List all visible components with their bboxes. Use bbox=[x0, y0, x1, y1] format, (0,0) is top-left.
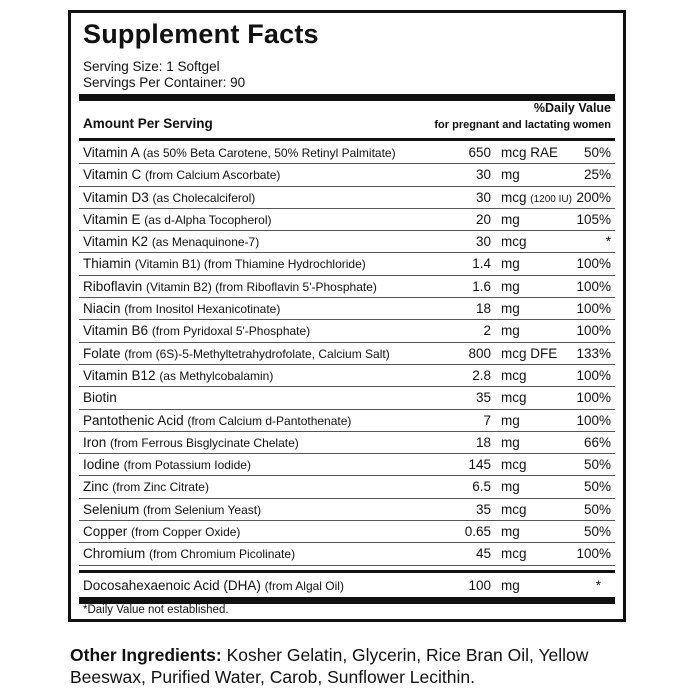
nutrient-name: Vitamin D3 (as Cholecalciferol) bbox=[83, 189, 256, 205]
nutrient-unit: mcg DFE bbox=[501, 345, 558, 361]
nutrient-name: Folate (from (6S)-5-Methyltetrahydrofolate, Calcium Salt) bbox=[83, 345, 390, 361]
nutrient-daily-value: 200% bbox=[576, 189, 611, 205]
nutrient-amount: 1.4 bbox=[472, 256, 491, 272]
nutrient-daily-value: 100% bbox=[576, 412, 611, 428]
nutrient-row bbox=[79, 454, 615, 476]
nutrient-amount: 20 bbox=[475, 211, 491, 227]
dha-name: Docosahexaenoic Acid (DHA) (from Algal Oil) bbox=[83, 578, 344, 593]
nutrient-source: (from Copper Oxide) bbox=[131, 525, 241, 540]
nutrient-unit: mg bbox=[501, 524, 520, 540]
daily-value-header: %Daily Value bbox=[533, 101, 611, 115]
nutrient-daily-value: 133% bbox=[576, 345, 611, 361]
nutrient-unit: mcg bbox=[501, 501, 527, 517]
nutrient-amount: 145 bbox=[468, 457, 491, 473]
nutrient-daily-value: 50% bbox=[583, 501, 611, 517]
nutrient-source: (as Methylcobalamin) bbox=[159, 368, 274, 383]
nutrient-name: Vitamin E (as d-Alpha Tocopherol) bbox=[83, 211, 272, 227]
nutrient-source: (as d-Alpha Tocopherol) bbox=[144, 212, 272, 227]
nutrient-unit: mg bbox=[501, 278, 520, 294]
nutrient-row bbox=[79, 343, 615, 365]
dha-unit: mg bbox=[501, 578, 520, 593]
nutrient-unit: mg bbox=[501, 434, 520, 450]
nutrient-name: Vitamin B12 (as Methylcobalamin) bbox=[83, 367, 274, 383]
divider-dha bbox=[79, 570, 615, 573]
nutrient-unit: mcg bbox=[501, 546, 527, 562]
nutrient-table bbox=[79, 142, 615, 566]
nutrient-unit: mg bbox=[501, 479, 520, 495]
nutrient-amount: 1.6 bbox=[472, 278, 491, 294]
nutrient-name: Iodine (from Potassium Iodide) bbox=[83, 457, 251, 473]
nutrient-source: (from Ferrous Bisglycinate Chelate) bbox=[110, 435, 299, 450]
nutrient-unit: mcg RAE bbox=[501, 145, 559, 160]
nutrient-daily-value: 25% bbox=[583, 167, 611, 183]
nutrient-daily-value: * bbox=[605, 234, 611, 250]
serving-size: Serving Size: 1 Softgel bbox=[83, 59, 220, 74]
nutrient-name: Selenium (from Selenium Yeast) bbox=[83, 501, 262, 517]
nutrient-source: (from (6S)-5-Methyltetrahydrofolate, Calcium Salt) bbox=[124, 346, 390, 361]
nutrient-daily-value: 50% bbox=[583, 524, 611, 540]
nutrient-name: Vitamin C (from Calcium Ascorbate) bbox=[83, 167, 281, 183]
nutrient-daily-value: 100% bbox=[576, 546, 611, 562]
nutrient-source: (from Inositol Hexanicotinate) bbox=[124, 302, 281, 317]
nutrient-row bbox=[79, 387, 615, 409]
footnote: *Daily Value not established. bbox=[83, 604, 229, 616]
nutrient-amount: 2 bbox=[483, 323, 491, 339]
nutrient-name: Zinc (from Zinc Citrate) bbox=[83, 479, 209, 495]
divider-thick bbox=[79, 94, 615, 101]
nutrient-daily-value: 50% bbox=[583, 145, 611, 160]
daily-value-note: for pregnant and lactating women bbox=[434, 119, 611, 131]
nutrient-row bbox=[79, 231, 615, 253]
nutrient-amount: 30 bbox=[475, 189, 491, 205]
panel-title: Supplement Facts bbox=[83, 19, 319, 49]
servings-per-container: Servings Per Container: 90 bbox=[83, 75, 246, 90]
nutrient-daily-value: 100% bbox=[576, 256, 611, 272]
nutrient-unit: mcg bbox=[501, 367, 527, 383]
nutrient-amount: 800 bbox=[468, 345, 491, 361]
nutrient-row bbox=[79, 187, 615, 209]
nutrient-name: Riboflavin (Vitamin B2) (from Riboflavin 5'-Phosphate) bbox=[83, 278, 377, 294]
nutrient-source: (as Cholecalciferol) bbox=[152, 190, 256, 205]
nutrient-amount: 0.65 bbox=[464, 524, 491, 540]
nutrient-source: (from Calcium d-Pantothenate) bbox=[187, 413, 352, 428]
nutrient-row bbox=[79, 320, 615, 342]
nutrient-name: Biotin bbox=[83, 390, 117, 406]
nutrient-daily-value: 100% bbox=[576, 367, 611, 383]
nutrient-name: Niacin (from Inositol Hexanicotinate) bbox=[83, 301, 281, 317]
nutrient-row bbox=[79, 209, 615, 231]
other-ingredients bbox=[70, 644, 630, 688]
nutrient-source: (from Chromium Picolinate) bbox=[149, 547, 296, 562]
nutrient-name: Copper (from Copper Oxide) bbox=[83, 524, 241, 540]
nutrient-name: Thiamin (Vitamin B1) (from Thiamine Hydrochloride) bbox=[83, 256, 366, 272]
nutrient-row bbox=[79, 365, 615, 387]
nutrient-row bbox=[79, 164, 615, 186]
nutrient-daily-value: 100% bbox=[576, 301, 611, 317]
nutrient-daily-value: 100% bbox=[576, 390, 611, 406]
nutrient-unit: mg bbox=[501, 301, 520, 317]
nutrient-source: (from Selenium Yeast) bbox=[143, 502, 262, 517]
other-ingredients-text: Kosher Gelatin, Glycerin, Rice Bran Oil, Yellow Beeswax, Purified Water, Carob, Sunflower Lecithin. bbox=[70, 645, 589, 687]
nutrient-source: (as 50% Beta Carotene, 50% Retinyl Palmitate) bbox=[142, 146, 396, 160]
nutrient-daily-value: 50% bbox=[583, 457, 611, 473]
nutrient-source: (Vitamin B1) (from Thiamine Hydrochloride) bbox=[134, 257, 366, 272]
nutrient-amount: 35 bbox=[475, 390, 491, 406]
nutrient-amount: 2.8 bbox=[472, 367, 491, 383]
nutrient-row bbox=[79, 543, 615, 565]
divider-bottom bbox=[79, 597, 615, 604]
nutrient-name: Iron (from Ferrous Bisglycinate Chelate) bbox=[83, 434, 299, 450]
dha-amount: 100 bbox=[468, 578, 491, 593]
nutrient-amount: 650 bbox=[468, 145, 491, 160]
nutrient-source: (from Potassium Iodide) bbox=[123, 458, 251, 473]
nutrient-unit: mg bbox=[501, 167, 520, 183]
nutrient-amount: 6.5 bbox=[472, 479, 491, 495]
nutrient-amount: 30 bbox=[475, 167, 491, 183]
nutrient-row bbox=[79, 521, 615, 543]
nutrient-source: (from Calcium Ascorbate) bbox=[145, 168, 281, 183]
nutrient-name: Pantothenic Acid (from Calcium d-Pantothenate) bbox=[83, 412, 352, 428]
nutrient-amount: 7 bbox=[483, 412, 491, 428]
nutrient-unit: mcg bbox=[501, 390, 527, 406]
nutrient-unit: mcg bbox=[501, 457, 527, 473]
supplement-facts-panel bbox=[68, 10, 626, 622]
nutrient-amount: 45 bbox=[475, 546, 491, 562]
nutrient-amount: 18 bbox=[475, 434, 491, 450]
nutrient-name: Chromium (from Chromium Picolinate) bbox=[83, 546, 296, 562]
nutrient-unit: mg bbox=[501, 323, 520, 339]
nutrient-row bbox=[79, 276, 615, 298]
nutrient-row bbox=[79, 432, 615, 454]
dha-row bbox=[79, 575, 615, 597]
nutrient-name: Vitamin K2 (as Menaquinone-7) bbox=[83, 234, 260, 250]
other-ingredients-label: Other Ingredients: bbox=[70, 645, 222, 665]
nutrient-daily-value: 66% bbox=[583, 434, 611, 450]
nutrient-unit: mg bbox=[501, 211, 520, 227]
nutrient-daily-value: 50% bbox=[583, 479, 611, 495]
nutrient-daily-value: 100% bbox=[576, 278, 611, 294]
nutrient-unit: mcg (1200 IU) bbox=[501, 189, 572, 205]
nutrient-row bbox=[79, 142, 615, 164]
nutrient-row bbox=[79, 253, 615, 275]
nutrient-row bbox=[79, 298, 615, 320]
nutrient-source: (as Menaquinone-7) bbox=[151, 235, 260, 250]
nutrient-unit: mcg bbox=[501, 234, 527, 250]
nutrient-row bbox=[79, 476, 615, 498]
divider-header bbox=[79, 138, 615, 141]
nutrient-name: Vitamin A (as 50% Beta Carotene, 50% Retinyl Palmitate) bbox=[83, 145, 396, 160]
nutrient-amount: 35 bbox=[475, 501, 491, 517]
nutrient-source: (from Zinc Citrate) bbox=[112, 480, 209, 495]
nutrient-row bbox=[79, 410, 615, 432]
nutrient-unit: mg bbox=[501, 256, 520, 272]
nutrient-daily-value: 105% bbox=[576, 211, 611, 227]
nutrient-name: Vitamin B6 (from Pyridoxal 5'-Phosphate) bbox=[83, 323, 311, 339]
nutrient-unit: mg bbox=[501, 412, 520, 428]
nutrient-amount: 18 bbox=[475, 301, 491, 317]
nutrient-daily-value: 100% bbox=[576, 323, 611, 339]
nutrient-source: (Vitamin B2) (from Riboflavin 5'-Phosphate) bbox=[146, 279, 377, 294]
nutrient-unit-note: (1200 IU) bbox=[530, 193, 572, 205]
nutrient-amount: 30 bbox=[475, 234, 491, 250]
amount-per-serving-header: Amount Per Serving bbox=[83, 116, 213, 131]
nutrient-row bbox=[79, 499, 615, 521]
nutrient-source: (from Pyridoxal 5'-Phosphate) bbox=[151, 324, 311, 339]
dha-daily-value: * bbox=[595, 578, 601, 593]
